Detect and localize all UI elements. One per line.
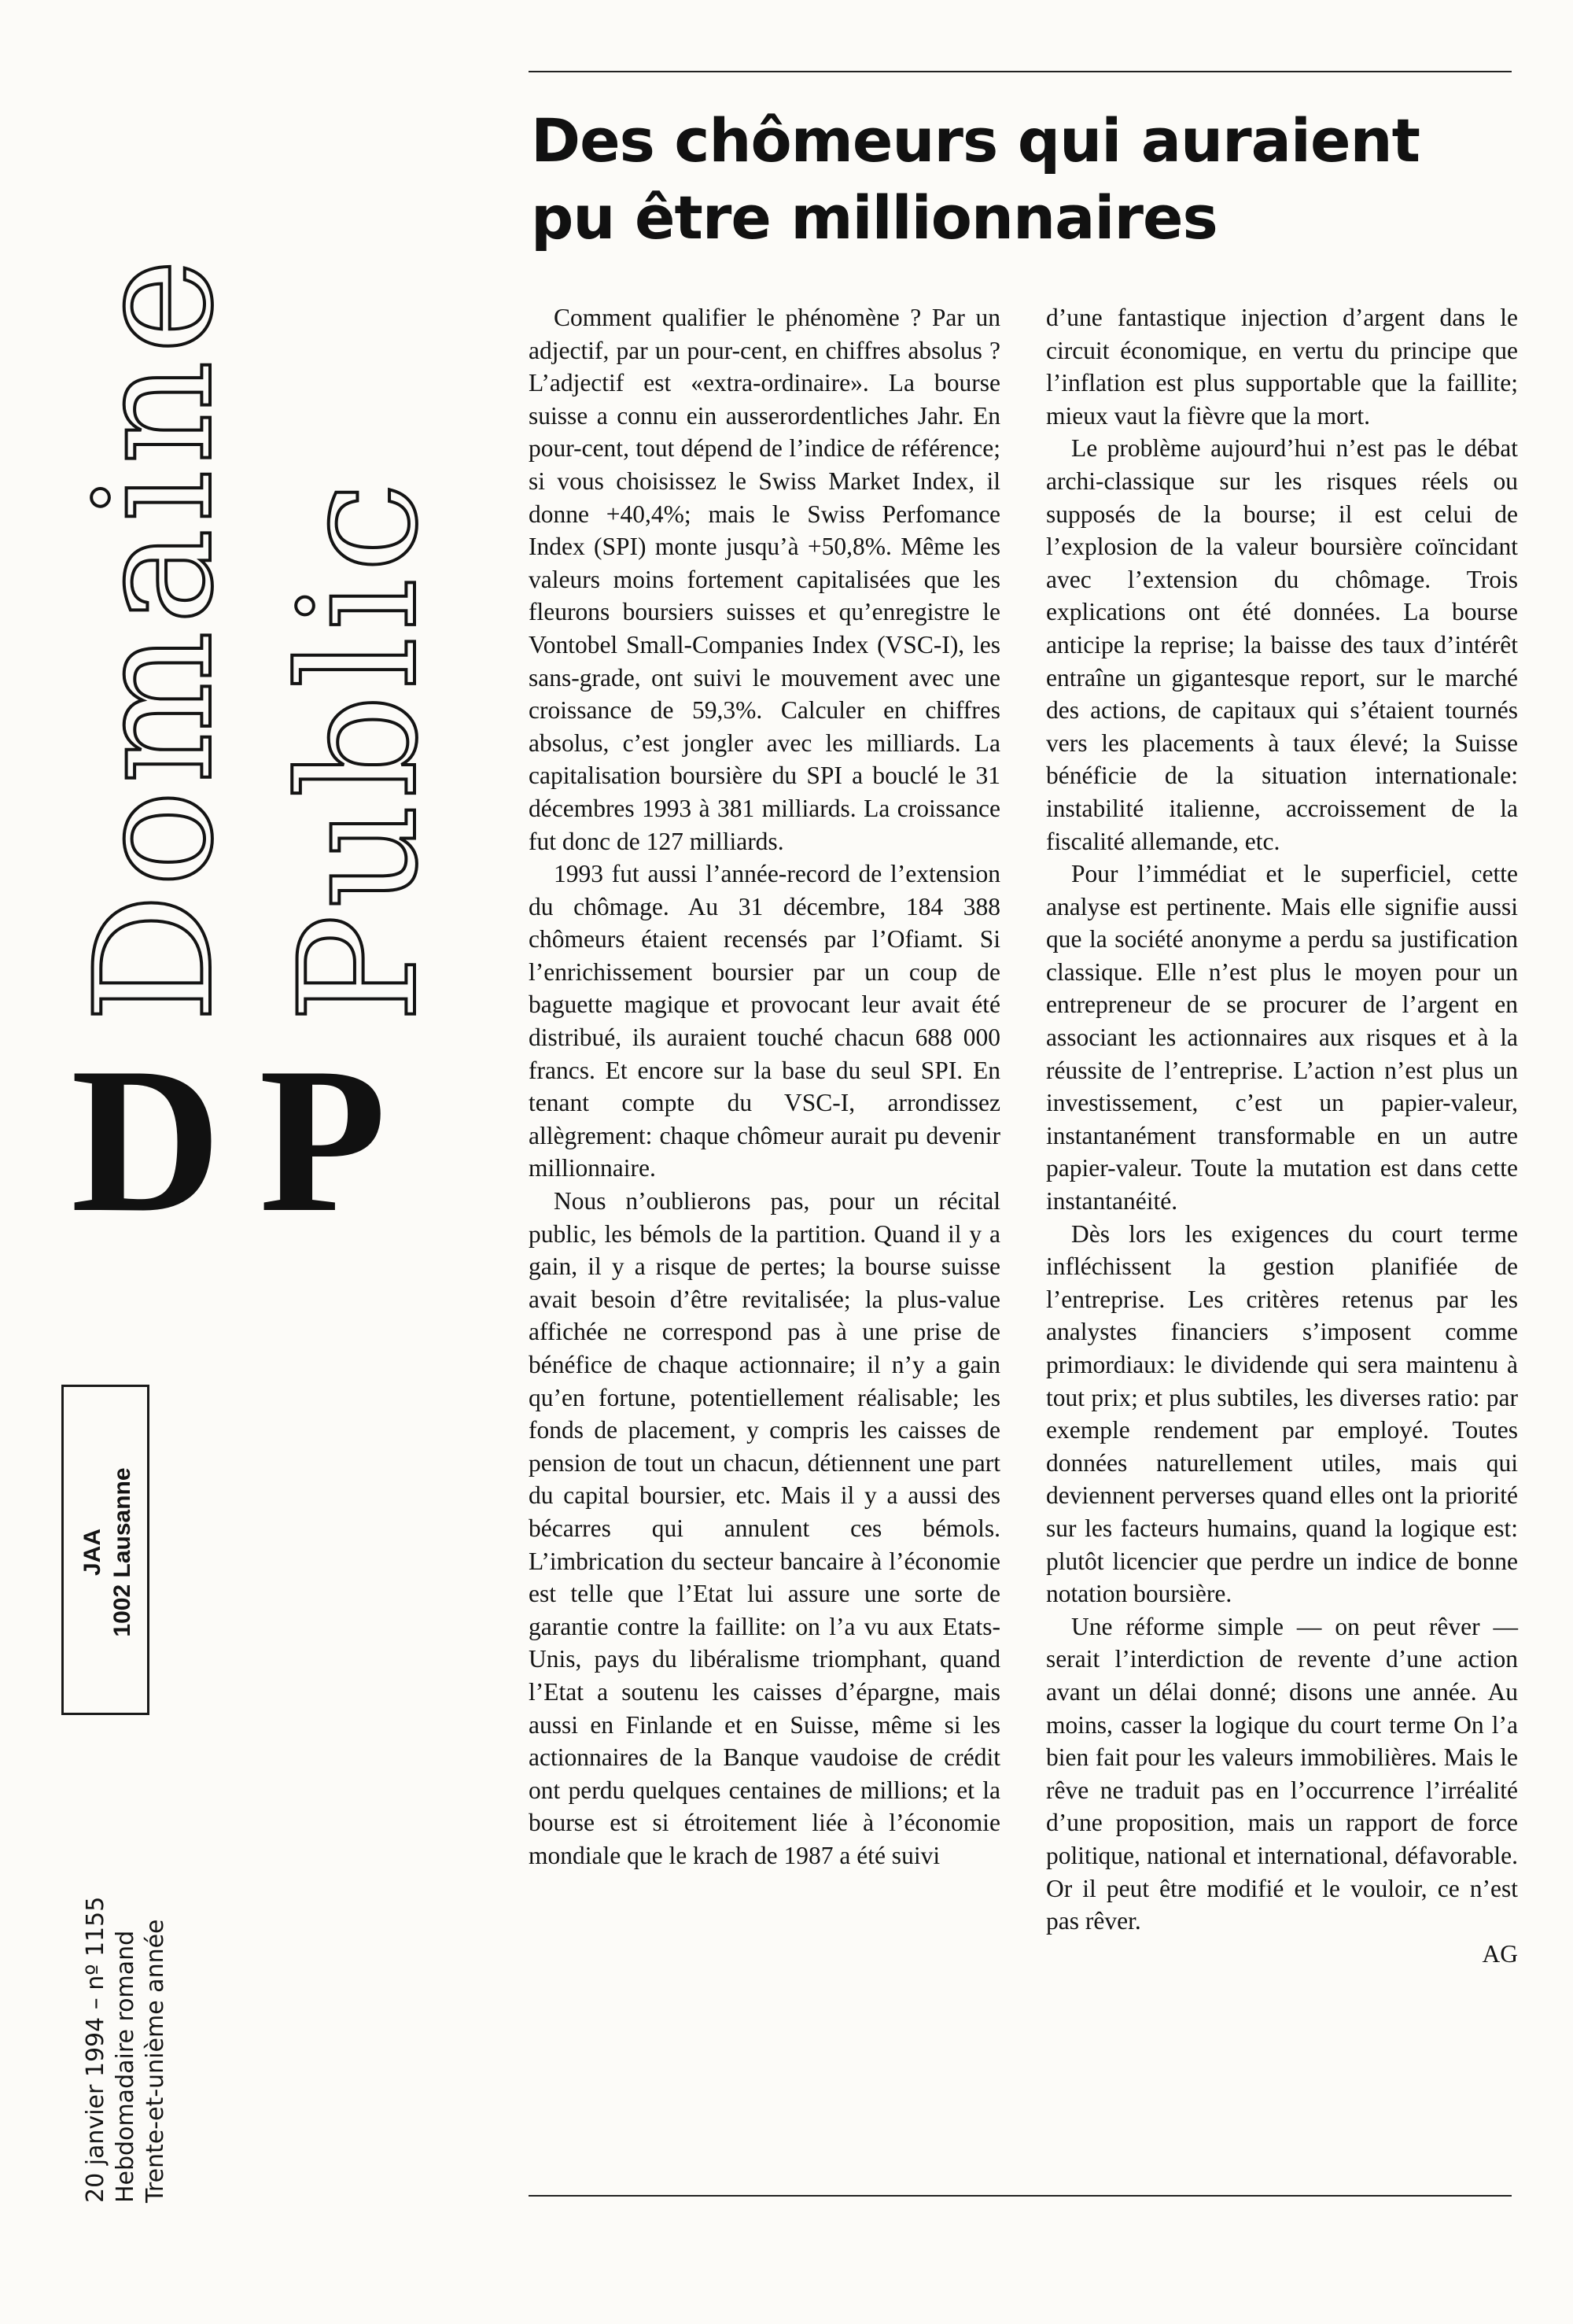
top-divider bbox=[529, 71, 1512, 72]
logo-letter-d: D bbox=[71, 1025, 222, 1256]
paragraph: Nous n’oublierons pas, pour un récital public, les bémols de la partition. Quand il y a gain, il y a risque de pertes; la bourse suisse avait besoin d’être revitalisée; la plus-value affichée ne correspond pas à une prise de bénéfice de chaque actionnaire; il n’y a gain qu’en fortune, potentiellement réalisable; les fonds de placement, y compris les caisses de pension de tout un chacun, détiennent une part du capital boursier, etc. Mais il y a aussi des bécarres qui annulent ces bémols. L’imbrication du secteur bancaire à l’économie est telle que l’Etat lui assure une sorte de garantie contre la faillite: on l’a vu aux Etats-Unis, pays du libéralisme triomphant, quand l’Etat a soutenu les caisses d’épargne, mais aussi en Finlande et en Suisse, même si les actionnaires de la Banque vaudoise de crédit ont perdu quelques centaines de millions; et la bourse est si étroitement liée à l’économie mondiale que le krach de 1987 a été suivi bbox=[529, 1187, 1000, 1869]
issue-frequency: Hebdomadaire romand bbox=[112, 1930, 139, 2203]
issue-info bbox=[71, 1841, 181, 2203]
paragraph: Dès lors les exigences du court terme infléchissent la gestion planifiée de l’entreprise. Les critères retenus par les analystes financiers s’imposent comme primordiaux: le dividende qui sera maintenu à tout prix; et plus subtiles, les diverses ratio: par exemple rendement par employé. Toutes données naturellement utiles, mais qui deviennent perverses quand elles ont la priorité sur les facteurs humains, quand la logique est: plutôt licencier que perdre un indice de bonne notation boursière. bbox=[1046, 1219, 1518, 1608]
masthead-domaine: Domaine bbox=[61, 252, 249, 1023]
author-signature: AG bbox=[1482, 1939, 1518, 1968]
paragraph: Comment qualifier le phénomène ? Par un adjectif, par un pour-cent, en chiffres absolus ? L’adjectif est «extra-ordinaire». La bourse suisse a connu ein ausserordentliches Jahr. En pour-cent, tout dépend de l’indice de référence; si vous choisissez le Swiss Market Index, il donne +40,4%; mais le Swiss Perfomance Index (SPI) monte jusqu’à +50,8%. Même les valeurs moins fortement capitalisées que les fleurons boursiers suisses et qu’enregistre le Vontobel Small-Companies Index (VSC-I), les sans-grade, ont suivi le mouvement avec une croissance de 59,3%. Calculer en chiffres absolus, c’est jongler avec les milliards. La capitalisation boursière du SPI a bouclé le 31 décembres 1993 à 381 milliards. La croissance fut donc de 127 milliards. bbox=[529, 304, 1000, 855]
article-headline: Des chômeurs qui auraient pu être millionnaires bbox=[531, 105, 1420, 253]
masthead bbox=[61, 31, 476, 1023]
article-column-1 bbox=[529, 301, 1000, 1872]
issue-date-number: 20 janvier 1994 – nº 1155 bbox=[82, 1896, 109, 2203]
article-column-2 bbox=[1046, 301, 1518, 1970]
paragraph: Pour l’immédiat et le superficiel, cette analyse est pertinente. Mais elle signifie aussi que la société anonyme a perdu sa justification classique. Elle n’est plus le moyen pour un entrepreneur de se procurer de l’argent en associant les actionnaires aux risques et à la réussite de l’entreprise. L’action n’est plus un investissement, c’est un papier-valeur, instantanément transformable en un autre papier-valeur. Toute la mutation est dans cette instantanéité. bbox=[1046, 860, 1518, 1215]
postal-box-line2: 1002 Lausanne bbox=[109, 1467, 135, 1637]
issue-info-text bbox=[71, 1841, 181, 2203]
bottom-divider bbox=[529, 2195, 1512, 2197]
paragraph: 1993 fut aussi l’année-record de l’extension du chômage. Au 31 décembre, 184 388 chômeurs étaient recensés par l’Ofiamt. Si l’enrichissement boursier par un coup de baguette magique et provocant leur avait été distribué, ils auraient touché chacun 688 000 francs. Et encore sur la base du seul SPI. En tenant compte du VSC-I, arrondissez allègrement: chaque chômeur aurait pu devenir millionnaire. bbox=[529, 860, 1000, 1182]
paragraph: d’une fantastique injection d’argent dans le circuit économique, en vertu du principe que l’inflation est plus supportable que la faillite; mieux vaut la fièvre que la mort. bbox=[1046, 304, 1518, 430]
paragraph: Le problème aujourd’hui n’est pas le débat archi-classique sur les risques réels ou supposés de la bourse; il est celui de l’explosion de la valeur boursière coïncidant avec l’extension du chômage. Trois explications ont été données. La bourse anticipe la reprise; la baisse des taux d’intérêt entraîne un gigantesque report, sur le marché des actions, de capitaux qui s’étaient tournés vers les placements à taux élevé; la Suisse bénéficie de la situation internationale: instabilité italienne, accroissement de la fiscalité allemande, etc. bbox=[1046, 434, 1518, 855]
issue-year: Trente-et-unième année bbox=[142, 1919, 169, 2203]
postal-box bbox=[61, 1385, 149, 1715]
postal-box-line1: JAA bbox=[79, 1529, 105, 1577]
postal-box-text bbox=[64, 1387, 152, 1717]
masthead-title bbox=[61, 31, 476, 1023]
dp-logo bbox=[71, 1025, 480, 1256]
paragraph: Une réforme simple — on peut rêver — serait l’interdiction de revente d’une action avant un délai donné; disons une année. Au moins, casser la logique du court terme On l’a bien fait pour les valeurs immobilières. Mais le rêve ne traduit pas en l’occurrence l’irréalité d’une proposition, mais un rapport de force politique, national et international, défavorable. Or il peut être modifié et le vouloir, ce n’est pas rêver. bbox=[1046, 1612, 1518, 1935]
masthead-public: Public bbox=[266, 475, 453, 1023]
logo-letter-p: P bbox=[259, 1025, 387, 1256]
